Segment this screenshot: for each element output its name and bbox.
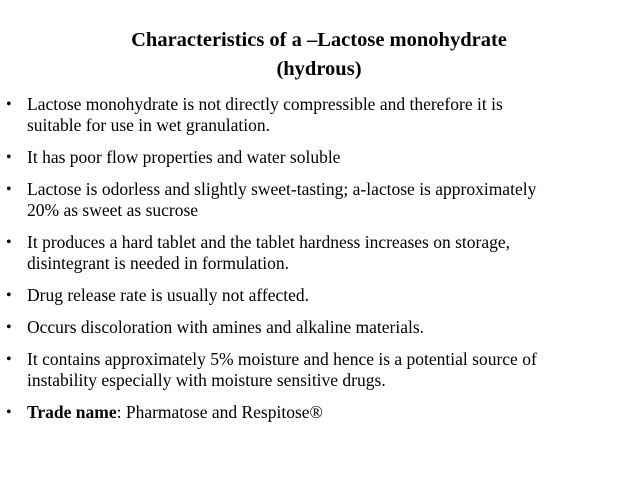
bullet-item-trade-name: [6, 402, 632, 423]
bullet-item: [6, 232, 632, 274]
bullet-icon: •: [6, 181, 12, 198]
bullet-item: [6, 179, 632, 221]
bullet-item: [6, 147, 632, 168]
bullet-icon: •: [6, 149, 12, 166]
bullet-text: 20% as sweet as sucrose: [27, 200, 199, 220]
bullet-item: [6, 349, 632, 391]
bullet-text: [27, 402, 632, 423]
bullet-icon: •: [6, 234, 12, 251]
bullet-text: disintegrant is needed in formulation.: [27, 253, 289, 273]
bullet-icon: •: [6, 96, 12, 113]
bullet-item: [6, 317, 632, 338]
slide-title-line-1: Characteristics of a –Lactose monohydrate: [131, 29, 507, 51]
bullet-icon: •: [6, 319, 12, 336]
bullet-text: It produces a hard tablet and the tablet hardness increases on storage,: [27, 232, 511, 252]
trade-name-label: Trade name: [27, 402, 117, 422]
bullet-item: [6, 285, 632, 306]
bullet-text: Lactose monohydrate is not directly compressible and therefore it is: [27, 94, 503, 114]
bullet-icon: •: [6, 287, 12, 304]
bullet-item: [6, 94, 632, 136]
bullet-text: instability especially with moisture sensitive drugs.: [27, 370, 386, 390]
bullet-text: Drug release rate is usually not affected.: [27, 285, 309, 305]
slide-title-line-2: (hydrous): [276, 58, 362, 80]
bullet-text: Lactose is odorless and slightly sweet-tasting; a-lactose is approximately: [27, 179, 537, 199]
trade-name-value: : Pharmatose and Respitose®: [116, 402, 323, 422]
slide-title: [0, 26, 638, 84]
bullet-icon: •: [6, 351, 12, 368]
bullet-icon: •: [6, 404, 12, 421]
bullet-text: suitable for use in wet granulation.: [27, 115, 270, 135]
bullet-text: It contains approximately 5% moisture and hence is a potential source of: [27, 349, 537, 369]
bullet-text: Occurs discoloration with amines and alkaline materials.: [27, 317, 425, 337]
bullet-list: [6, 94, 632, 434]
bullet-text: It has poor flow properties and water soluble: [27, 147, 341, 167]
